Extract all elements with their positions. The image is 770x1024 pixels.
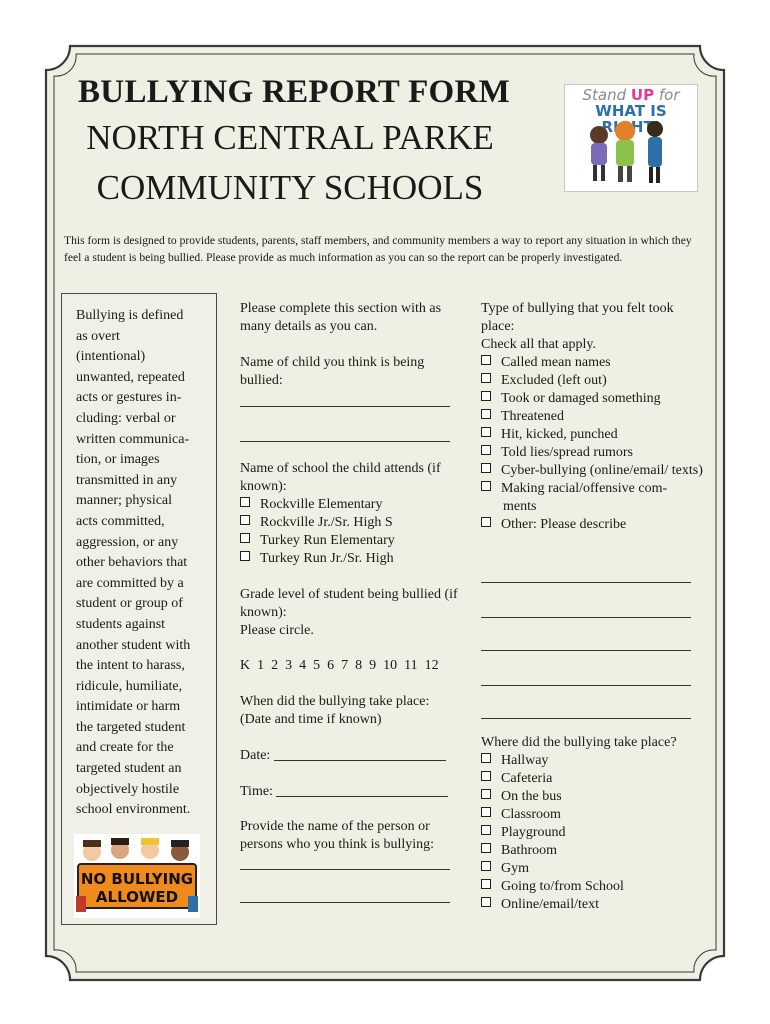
incident-time-label: When did the bullying take place: (Date and time if known) [240,694,430,727]
checkbox[interactable] [481,427,491,437]
definition-line: another student with [76,637,191,653]
definition-line: objectively hostile [76,781,180,797]
location-option[interactable] [481,896,703,914]
definition-line: ridicule, humiliate, [76,678,183,694]
type-option-label: Other: Please describe [501,517,627,532]
location-option-label: On the bus [501,789,562,804]
location-label: Where did the bullying take place? [481,735,677,750]
time-label: Time: [240,784,273,799]
bullying-definition-text [76,306,208,821]
definition-line: acts committed, [76,513,165,529]
district-name-line1: NORTH CENTRAL PARKE [86,118,494,157]
kids-illustration [565,85,697,191]
type-option[interactable] [481,390,703,408]
definition-line: Bullying is defined [76,308,184,323]
school-option-label: Rockville Elementary [260,497,383,512]
type-option[interactable] [481,516,703,534]
checkbox[interactable] [481,825,491,835]
child-name-line-2[interactable] [240,441,450,442]
definition-line: the intent to harass, [76,658,185,674]
other-description-line-5[interactable] [481,718,691,719]
other-description-line-1[interactable] [481,582,691,583]
definition-line: tion, or images [76,452,160,468]
checkbox[interactable] [481,753,491,763]
location-option-label: Bathroom [501,843,557,858]
definition-line: unwanted, repeated [76,369,185,385]
school-option-label: Turkey Run Jr./Sr. High [260,551,394,566]
time-field[interactable] [240,783,460,801]
district-name-line2: COMMUNITY SCHOOLS [96,168,484,207]
type-option-label: Took or damaged something [501,391,661,406]
badge-word-up: UP [630,86,655,104]
definition-line: the targeted student [76,719,186,735]
definition-line: school environment. [76,802,191,818]
type-option-label: Told lies/spread rumors [501,445,633,460]
definition-line: transmitted in any [76,472,178,488]
definition-line: as overt [76,328,120,344]
checkbox[interactable] [481,445,491,455]
checkbox[interactable] [481,481,491,491]
date-field[interactable] [240,747,460,765]
bullying-definition-box [61,293,217,925]
bullying-type-options [481,354,703,534]
school-option-label: Rockville Jr./Sr. High S [260,515,393,530]
type-option[interactable] [481,462,703,480]
definition-line: written communica- [76,431,190,447]
checkbox[interactable] [481,373,491,383]
school-name-label: Name of school the child attends (if known): [240,461,441,494]
checkbox[interactable] [240,533,250,543]
type-option-label: Cyber-bullying (online/email/ texts) [501,463,703,478]
location-option[interactable] [481,878,703,896]
badge-word-for: for [658,86,680,104]
stand-up-badge [564,84,698,192]
bullying-type-instruction: Check all that apply. [481,337,596,352]
definition-line: intimidate or harm [76,699,181,715]
location-option[interactable] [481,788,703,806]
sign-line-no-bullying: NO BULLYING [80,870,194,888]
checkbox[interactable] [481,879,491,889]
bully-name-label: Provide the name of the person or persons who you think is bullying: [240,819,435,852]
bully-name-line-2[interactable] [240,902,450,903]
grade-level-options[interactable]: K 1 2 3 4 5 6 7 8 9 10 11 12 [240,658,439,673]
checkbox[interactable] [481,771,491,781]
definition-line: and create for the [76,740,174,756]
checkbox[interactable] [240,497,250,507]
no-bullying-sign [74,834,200,918]
checkbox[interactable] [481,463,491,473]
type-option[interactable] [481,444,703,462]
definition-line: acts or gestures in- [76,390,182,406]
definition-line: other behaviors that [76,555,188,571]
checkbox[interactable] [481,517,491,527]
school-options [240,496,460,568]
location-option[interactable] [481,770,703,788]
location-options [481,752,703,914]
definition-line: student or group of [76,596,183,612]
checkbox[interactable] [481,391,491,401]
other-description-line-3[interactable] [481,650,691,651]
type-option[interactable] [481,480,703,516]
kid-figure-2 [615,121,635,182]
definition-line: targeted student an [76,761,182,777]
checkbox[interactable] [481,897,491,907]
definition-line: (intentional) [76,349,146,365]
kid-figure-3 [647,121,663,183]
school-option-rockville-elementary[interactable] [240,496,460,514]
type-option[interactable] [481,408,703,426]
type-option-label: Making racial/offensive com- ments [501,481,668,514]
intro-paragraph: This form is designed to provide students, parents, staff members, and community members a way to report any situation in which they feel a student is being bullied. Please provide as much information as you can so the report can be properly investigated. [64,234,692,264]
checkbox[interactable] [481,409,491,419]
sign-line-allowed: ALLOWED [95,888,179,906]
type-option[interactable] [481,372,703,390]
checkbox[interactable] [481,843,491,853]
location-option-label: Online/email/text [501,897,599,912]
location-option-label: Cafeteria [501,771,553,786]
location-option[interactable] [481,752,703,770]
type-option[interactable] [481,426,703,444]
location-option-label: Gym [501,861,529,876]
definition-line: are committed by a [76,575,184,591]
school-option-turkey-run-elementary[interactable] [240,532,460,550]
date-input-line[interactable] [274,760,446,761]
date-label: Date: [240,748,271,763]
checkbox[interactable] [240,551,250,561]
location-option[interactable] [481,842,703,860]
type-option[interactable] [481,354,703,372]
child-name-line-1[interactable] [240,406,450,407]
kid-figure-1 [590,126,608,181]
form-title: BULLYING REPORT FORM [78,74,511,110]
grade-level-instruction: Please circle. [240,623,314,638]
child-name-label: Name of child you think is being bullied: [240,355,425,388]
type-option-label: Excluded (left out) [501,373,607,388]
section-instruction: Please complete this section with as many details as you can. [240,301,442,334]
checkbox[interactable] [481,789,491,799]
definition-line: students against [76,616,166,632]
definition-line: manner; physical [76,493,173,509]
location-option[interactable] [481,824,703,842]
school-option-rockville-jr-sr-high[interactable] [240,514,460,532]
definition-line: aggression, or any [76,534,179,550]
type-option-label: Called mean names [501,355,611,370]
bully-name-line-1[interactable] [240,869,450,870]
type-option-label: Threatened [501,409,564,424]
other-description-line-4[interactable] [481,685,691,686]
badge-line-what-is-right: WHAT IS [595,102,667,120]
checkbox[interactable] [240,515,250,525]
location-option[interactable] [481,860,703,878]
location-option-label: Playground [501,825,566,840]
badge-word-stand: Stand [582,86,627,104]
definition-line: cluding: verbal or [76,410,176,426]
checkbox[interactable] [481,355,491,365]
checkbox[interactable] [481,807,491,817]
time-input-line[interactable] [276,796,448,797]
bullying-type-label: Type of bullying that you felt took place: [481,301,674,334]
location-option-label: Classroom [501,807,561,822]
location-option-label: Going to/from School [501,879,624,894]
type-option-label: Hit, kicked, punched [501,427,618,442]
checkbox[interactable] [481,861,491,871]
other-description-line-2[interactable] [481,617,691,618]
school-option-label: Turkey Run Elementary [260,533,395,548]
school-option-turkey-run-jr-sr-high[interactable] [240,550,460,568]
grade-level-label: Grade level of student being bullied (if known): [240,587,458,620]
location-option[interactable] [481,806,703,824]
location-option-label: Hallway [501,753,549,768]
